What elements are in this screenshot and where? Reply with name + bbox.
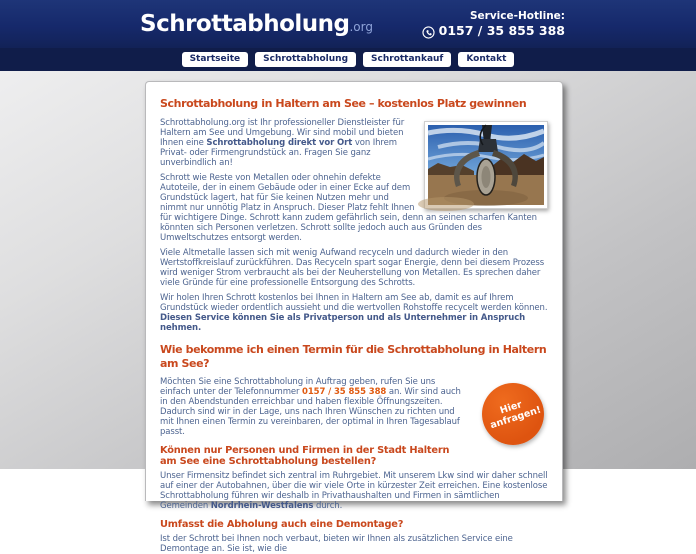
hotline-number[interactable]: 0157 / 35 855 388 bbox=[438, 22, 565, 38]
content-card bbox=[145, 81, 563, 554]
cities-text-post: durch. bbox=[313, 501, 343, 512]
request-badge[interactable] bbox=[482, 383, 544, 445]
page-title: Schrottabholung in Haltern am See – kostenlos Platz gewinnen bbox=[160, 97, 527, 110]
cities-text-pre: Unser Firmensitz befindet sich zentral im Ruhrgebiet. Mit unserem Lkw sind wir daher schnell auf einer der Autobahnen, über die wir viele Orte in kürzester Zeit erreichen. Eine kostenlose Schrottabholung führen wir deshalb in Privathaushalten und Firmen in sämtlichen Gemeinden bbox=[160, 471, 548, 512]
intro-text-bold: Schrottabholung direkt vor Ort bbox=[206, 138, 353, 149]
nav-item-kontakt[interactable]: Kontakt bbox=[458, 52, 514, 68]
scrap-grabber-illustration bbox=[428, 125, 544, 205]
intro-text-pre: Schrottabholung.org ist Ihr professioneller Dienstleister für Haltern am See und Umgebung. Wir sind mobil und bieten Ihnen eine bbox=[160, 118, 405, 149]
demontage-paragraph: Ist der Schrott bei Ihnen noch verbaut, bieten wir Ihnen als zusätzlichen Service eine Demontage an. Sie ist, wie die bbox=[160, 533, 513, 554]
header bbox=[0, 0, 696, 48]
termin-text-pre: Möchten Sie eine Schrottabholung in Auftrag geben, rufen Sie uns einfach unter der Telefonnummer bbox=[160, 376, 436, 397]
intro-text-post: von Ihrem Privat- oder Firmengrundstück an. Fragen Sie ganz unverbindlich an! bbox=[160, 138, 397, 169]
pickup-text-bold: Diesen Service können Sie als Privatperson und als Unternehmer in Anspruch nehmen. bbox=[160, 313, 526, 334]
inline-phone-number[interactable]: 0157 / 35 855 388 bbox=[302, 386, 387, 397]
termin-text-post: an. Wir sind auch in den Abendstunden erreichbar und haben flexible Öffnungszeiten. Dadurch sind wir in der Lage, uns nach Ihren Wünschen zu richten und mit Ihnen einen Termin zu vereinbaren, der optimal in Ihren Tagesablauf passt. bbox=[160, 386, 461, 437]
site-logo[interactable] bbox=[140, 11, 373, 37]
section-heading-termin: Wie bekomme ich einen Termin für die Schrottabholung in Haltern am See? bbox=[160, 343, 547, 370]
scrap-grabber-photo bbox=[424, 121, 548, 209]
section-heading-demontage: Umfasst die Abholung auch eine Demontage? bbox=[160, 519, 404, 531]
main-nav bbox=[0, 48, 696, 71]
request-badge-label: Hier anfragen! bbox=[488, 398, 543, 431]
site-logo-text: Schrottabholung bbox=[140, 11, 350, 37]
cities-paragraph bbox=[160, 471, 548, 511]
cities-text-bold: Nordrhein-Westfalens bbox=[210, 501, 314, 512]
nav-item-schrottankauf[interactable]: Schrottankauf bbox=[363, 52, 451, 68]
nav-item-startseite[interactable]: Startseite bbox=[182, 52, 249, 68]
pickup-paragraph bbox=[160, 293, 548, 333]
section-heading-cities: Können nur Personen und Firmen in der Stadt Haltern am See eine Schrottabholung bestellen? bbox=[160, 444, 450, 468]
hotline-label: Service-Hotline: bbox=[469, 9, 565, 22]
site-logo-suffix: .org bbox=[349, 20, 373, 34]
storage-paragraph: Schrott wie Reste von Metallen oder ohnehin defekte Autoteile, der in einem Gebäude oder in einer Ecke auf dem Grundstück lagert, hat für Sie keinen Nutzen mehr und nimmt nur unnötig Platz in Anspruch. Dieser Platz fehlt Ihnen für wichtigere Dinge. Schrott kann zudem gefährlich sein, denn an seinen scharfen Kanten könnten sich Personen verletzen. Schrott sollte jedoch auch aus Gründen des Umweltschutzes entsorgt werden. bbox=[160, 173, 537, 244]
badge-container bbox=[470, 377, 548, 459]
phone-icon bbox=[422, 24, 435, 37]
recycle-paragraph: Viele Altmetalle lassen sich mit wenig Aufwand recyceln und dadurch wieder in den Wertstoffkreislauf zurückführen. Das Recyceln spart sogar Energie, denn bei diesem Prozess wird weniger Strom verbraucht als bei der Neuherstellung von Metallen. Es sprechen daher viele Gründe für eine professionelle Entsorgung des Schrotts. bbox=[160, 248, 545, 289]
pickup-text-pre: Wir holen Ihren Schrott kostenlos bei Ihnen in Haltern am See ab, damit es auf Ihrem Grundstück wieder ordentlich aussieht und die wertvollen Rohstoffe recycelt werden können. bbox=[160, 293, 548, 314]
nav-item-schrottabholung[interactable]: Schrottabholung bbox=[255, 52, 356, 68]
service-hotline bbox=[422, 10, 565, 39]
